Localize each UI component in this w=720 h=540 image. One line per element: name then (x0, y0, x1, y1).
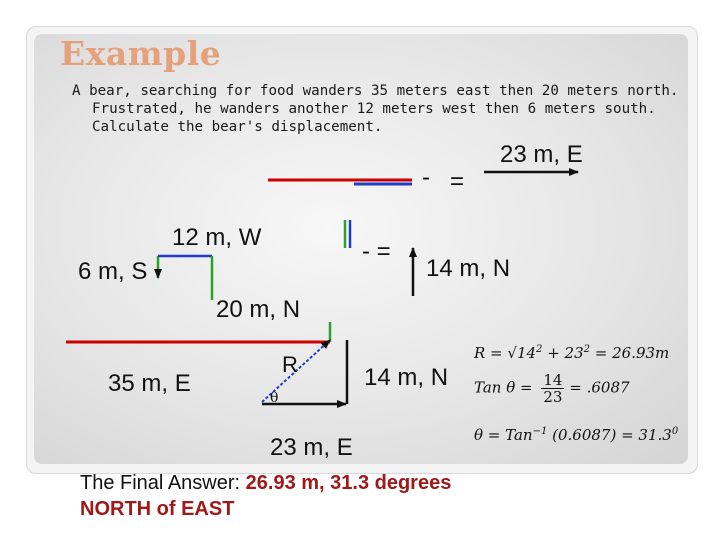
result-east-label: 23 m, E (500, 141, 583, 168)
tangent-fraction: $\frac{14}{23}$ (543, 371, 563, 406)
slide-title: Example (60, 34, 222, 73)
final-answer (80, 470, 600, 522)
problem-statement: A bear, searching for food wanders 35 meters east then 20 meters north. Frustrated, he wanders another 12 meters west then 6 meters south. Calculate the bear's displacement. (72, 83, 679, 135)
triangle-horizontal-label: 23 m, E (270, 434, 353, 461)
final-answer-direction: NORTH of EAST (80, 498, 235, 520)
east-35-label: 35 m, E (108, 370, 191, 397)
south-6-label: 6 m, S (78, 258, 148, 285)
result-north-label: 14 m, N (426, 255, 511, 282)
final-answer-value: 26.93 m, 31.3 degrees (245, 472, 452, 494)
resultant-equation: $R = √14^2 + 23^2 = 26.93m$ (474, 344, 670, 362)
west-12-label: 12 m, W (172, 224, 262, 251)
angle-equation: θ = Tan$^{-1}$ $(0.6087) = 31.3^0$ (474, 426, 679, 444)
theta-label: θ (270, 390, 279, 406)
tangent-equation: Tan θ = $\frac{14}{23}$ = .6087 (474, 371, 630, 406)
north-20-label: 20 m, N (216, 296, 301, 323)
op1-equals: = (450, 168, 465, 195)
final-answer-prefix: The Final Answer: (80, 472, 241, 494)
resultant-label: R (282, 352, 298, 377)
op1-minus: - (422, 164, 430, 191)
triangle-vertical-label: 14 m, N (364, 364, 449, 391)
op2-label: - = (362, 238, 391, 265)
